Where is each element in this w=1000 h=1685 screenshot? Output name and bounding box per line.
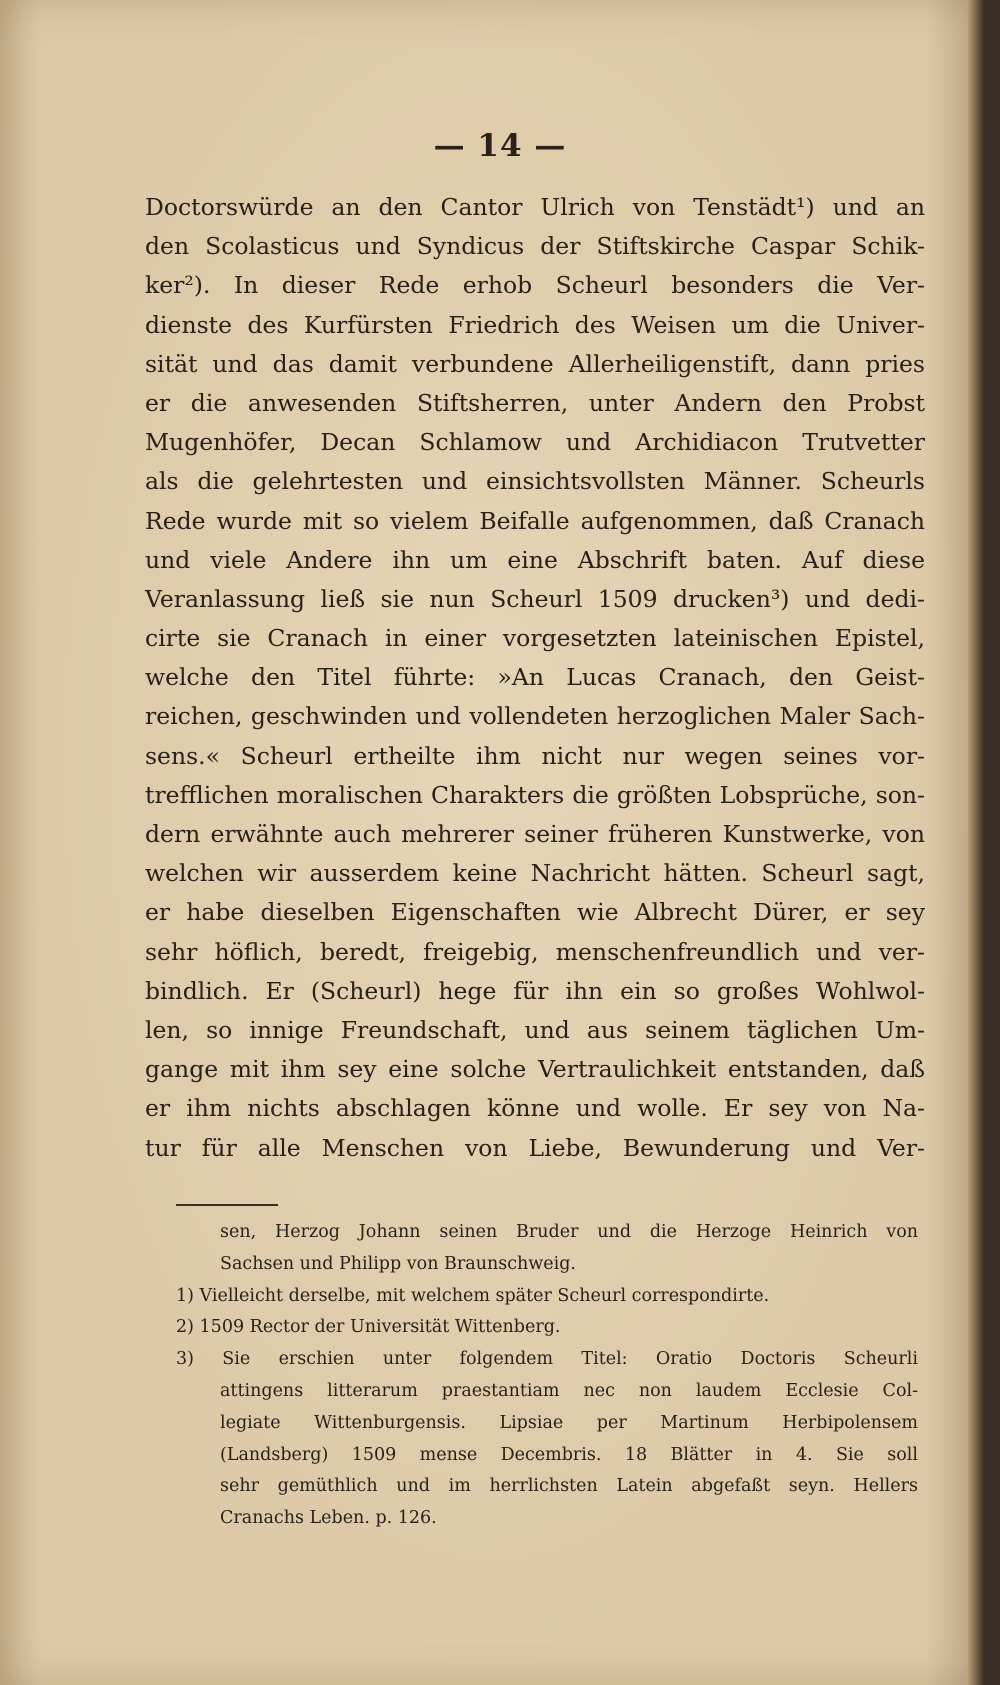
footnote-rule [176, 1204, 278, 1206]
footnote-3 [176, 1344, 918, 1376]
footnote-text: sehr gemüthlich und im herrlichsten Latein abgefaßt seyn. Hellers [220, 1476, 918, 1497]
body-line: Rede wurde mit so vielem Beifalle aufgenommen, daß Cranach [145, 506, 925, 535]
body-line: er habe dieselben Eigenschaften wie Albrecht Dürer, er sey [145, 898, 925, 927]
footnote-text: 1509 Rector der Universität Wittenberg. [199, 1317, 561, 1338]
body-line: er die anwesenden Stiftsherren, unter Andern den Probst [145, 388, 925, 417]
body-line: sehr höflich, beredt, freigebig, menschenfreundlich und ver- [145, 937, 925, 966]
body-line: welchen wir ausserdem keine Nachricht hätten. Scheurl sagt, [145, 859, 925, 888]
footnotes [176, 1217, 918, 1535]
body-line: welche den Titel führte: »An Lucas Cranach, den Geist- [145, 663, 925, 692]
body-line: ker²). In dieser Rede erhob Scheurl besonders die Ver- [145, 271, 925, 300]
body-line: den Scolasticus und Syndicus der Stiftskirche Caspar Schik- [145, 232, 925, 261]
footnote-text: legiate Wittenburgensis. Lipsiae per Martinum Herbipolensem [220, 1412, 918, 1433]
footnote-text: Sie erschien unter folgendem Titel: Oratio Doctoris Scheurli [222, 1349, 918, 1370]
footnote-text: Cranachs Leben. p. 126. [220, 1508, 437, 1529]
footnote-continuation-line: sen, Herzog Johann seinen Bruder und die Herzoge Heinrich von [220, 1222, 918, 1242]
footnote-continuation-line: Sachsen und Philipp von Braunschweig. [220, 1253, 576, 1274]
body-line: sens.« Scheurl ertheilte ihm nicht nur wegen seines vor- [145, 741, 925, 770]
body-line: und viele Andere ihn um eine Abschrift baten. Auf diese [145, 545, 925, 574]
footnote-marker: 3) [176, 1349, 194, 1370]
footnote-marker: 2) [176, 1317, 194, 1338]
body-line: dienste des Kurfürsten Friedrich des Weisen um die Univer- [145, 310, 925, 339]
body-line: reichen, geschwinden und vollendeten herzoglichen Maler Sach- [145, 702, 925, 731]
body-line: trefflichen moralischen Charakters die größten Lobsprüche, son- [145, 780, 925, 809]
body-line: sität und das damit verbundene Allerheiligenstift, dann pries [145, 349, 925, 378]
body-line: len, so innige Freundschaft, und aus seinem täglichen Um- [145, 1015, 925, 1044]
footnote-1 [176, 1281, 918, 1313]
body-line: bindlich. Er (Scheurl) hege für ihn ein so großes Wohlwol- [145, 976, 925, 1005]
footnote-text: attingens litterarum praestantiam nec non laudem Ecclesie Col- [220, 1380, 918, 1401]
body-line: dern erwähnte auch mehrerer seiner früheren Kunstwerke, von [145, 820, 925, 848]
footnote-text: Vielleicht derselbe, mit welchem später Scheurl correspondirte. [199, 1285, 770, 1306]
body-line: als die gelehrtesten und einsichtsvollsten Männer. Scheurls [145, 467, 925, 496]
body-line: Mugenhöfer, Decan Schlamow und Archidiacon Trutvetter [145, 428, 925, 457]
body-line: cirte sie Cranach in einer vorgesetzten lateinischen Epistel, [145, 624, 925, 653]
body-line: Veranlassung ließ sie nun Scheurl 1509 drucken³) und dedi- [145, 584, 925, 613]
page-number: — 14 — [433, 128, 567, 164]
body-line: gange mit ihm sey eine solche Vertraulichkeit entstanden, daß [145, 1055, 925, 1084]
footnote-2 [176, 1312, 918, 1344]
page-edge-shadow [968, 0, 984, 1685]
footnote-marker: 1) [176, 1285, 194, 1306]
body-line: Doctorswürde an den Cantor Ulrich von Tenstädt¹) und an [145, 193, 925, 221]
body-line: tur für alle Menschen von Liebe, Bewunderung und Ver- [145, 1133, 925, 1162]
body-line: er ihm nichts abschlagen könne und wolle. Er sey von Na- [145, 1094, 925, 1123]
body-text [145, 188, 925, 1168]
footnote-text: (Landsberg) 1509 mense Decembris. 18 Blätter in 4. Sie soll [220, 1444, 918, 1465]
